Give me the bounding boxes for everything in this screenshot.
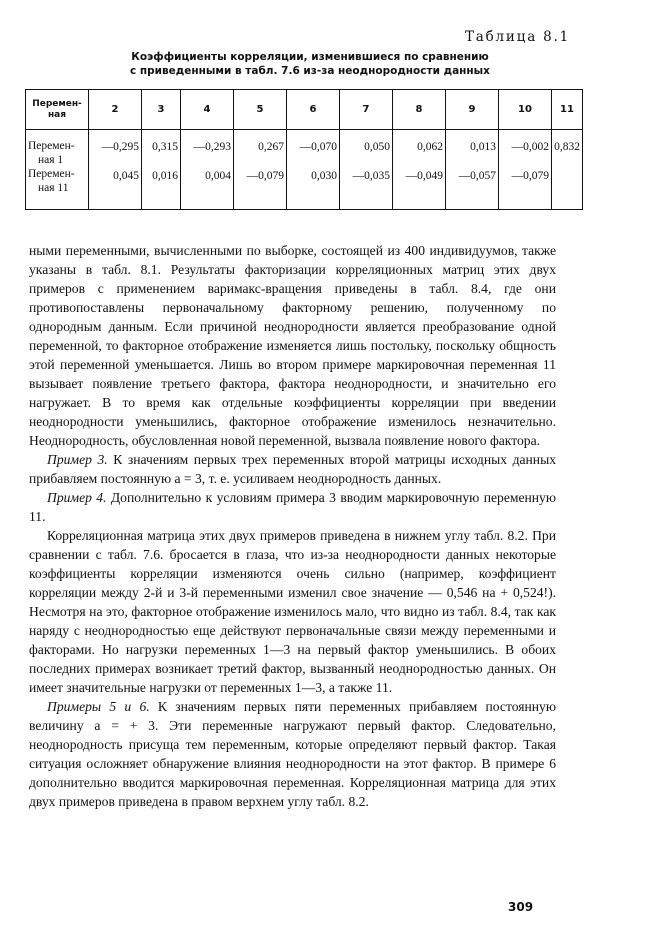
column-header: 6 [287,90,340,130]
table-cell: —0,002 —0,079 [499,130,552,210]
example-3-text: К значениям первых трех переменных второй матрицы исходных данных прибавляем постоянную a = 3, т. е. усиливаем неоднородность данных. [29,452,557,486]
corner-header: Перемен- ная [26,90,89,130]
examples-5-6-label: Примеры 5 и 6. [47,699,150,714]
table-number-label: Таблица 8.1 [464,29,570,45]
table-row [26,130,583,210]
page-number: 309 [508,900,534,914]
column-header: 10 [499,90,552,130]
example-3-label: Пример 3. [47,452,108,467]
table-cell: 0,062 —0,049 [393,130,446,210]
table-cell: 0,832 [552,130,583,210]
table-cell: 0,267 —0,079 [234,130,287,210]
caption-line-1: Коэффициенты корреляции, изменившиеся по сравнению [131,51,489,63]
table-cell: 0,013 —0,057 [446,130,499,210]
examples-5-6-text: К значениям первых пяти переменных прибавляем постоянную величину a = + 3. Эти переменные нагружают первый фактор. Следовательно, неоднородность присуща тем переменным, которые определяют первый фактор. Такая ситуация осложняет обнаружение влияния неоднородности на этот фактор. В примере 6 дополнительно вводится маркировочная переменная. Корреляционная матрица для этих двух примеров приведена в правом верхнем углу табл. 8.2. [29,699,557,809]
table-cell: —0,070 0,030 [287,130,340,210]
column-header: 7 [340,90,393,130]
table-caption [70,50,550,78]
correlation-table [25,89,583,210]
column-header: 5 [234,90,287,130]
paragraph-example-3 [29,450,556,488]
table-cell: —0,293 0,004 [181,130,234,210]
paragraph-examples-5-6 [29,697,556,811]
column-header: 8 [393,90,446,130]
column-header: 11 [552,90,583,130]
example-4-label: Пример 4. [47,490,107,505]
paragraph-4: Корреляционная матрица этих двух примеров приведена в нижнем углу табл. 8.2. При сравнении с табл. 7.6. бросается в глаза, что из-за неоднородности данных некоторые коэффициенты корреляции изменяются очень сильно (например, коэффициент корреляции между 2-й и 3-й переменными изменил свое значение — 0,546 на + 0,524!). Несмотря на это, факторное отображение изменилось мало, что видно из табл. 8.4, так как наряду с неоднородностью еще действуют первоначальные связи между переменными и факторами. Но нагрузки переменных 1—3 на первый фактор уменьшились. В обоих последних примерах возникает третий фактор, вызванный неоднородностью данных. Он имеет значительные нагрузки от переменных 1—3, а также 11. [29,528,556,695]
table-cell: 0,050 —0,035 [340,130,393,210]
column-header: 9 [446,90,499,130]
row-labels-cell: Перемен- ная 1 Перемен- ная 11 [28,140,75,194]
column-header: 4 [181,90,234,130]
column-header: 3 [142,90,181,130]
column-header: 2 [89,90,142,130]
body-text [29,241,556,811]
table-cell: —0,295 0,045 [89,130,142,210]
example-4-text: Дополнительно к условиям примера 3 вводим маркировочную переменную 11. [29,490,556,524]
caption-line-2: с приведенными в табл. 7.6 из-за неоднородности данных [130,65,490,77]
table-header-row [26,90,583,130]
paragraph-1: ными переменными, вычисленными по выборке, состоящей из 400 индивидуумов, также указаны в табл. 8.1. Результаты факторизации корреляционных матриц этих двух примеров с применением варимакс-вращения приведены в табл. 8.4, где они противопоставлены первоначальному факторному решению, полученному по однородным данным. Если причиной неоднородности является преобразование одной переменной, то факторное отображение изменяется лишь постольку, поскольку общность этой переменной уменьшается. Лишь во втором примере маркировочная переменная 11 вызывает появление третьего фактора, фактора неоднородности, и значительно его нагружает. В то время как отдельные коэффициенты корреляции при введении неоднородности уменьшились, факторное отображение изменилось незначительно. Неоднородность, обусловленная новой переменной, вызвала появление нового фактора. [29,243,556,448]
paragraph-example-4 [29,488,556,526]
table-cell: 0,315 0,016 [142,130,181,210]
